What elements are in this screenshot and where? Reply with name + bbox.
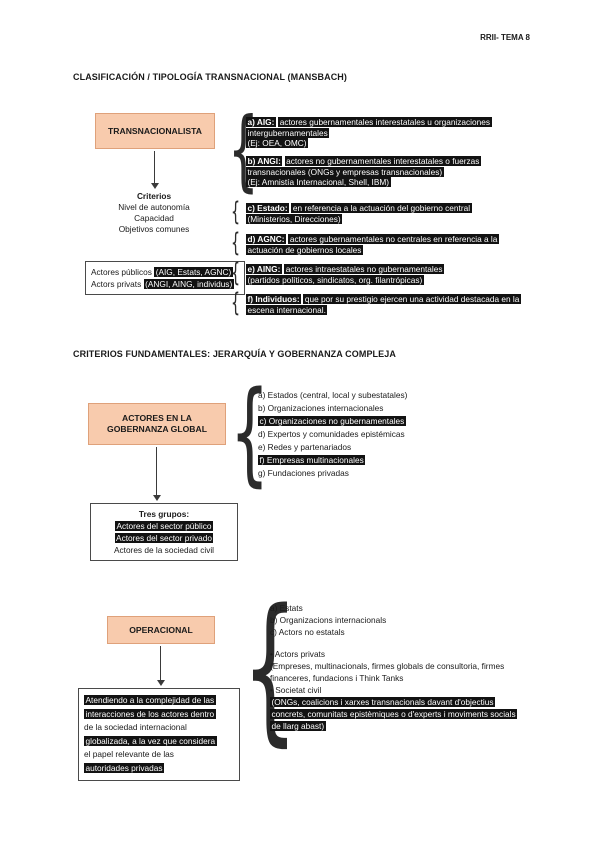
typology-item-b — [246, 156, 516, 188]
criteria-line: Capacidad — [134, 213, 174, 223]
typology-item-d — [246, 234, 518, 255]
list-item — [258, 467, 407, 480]
actors-line — [91, 278, 239, 290]
item-label: f) Individuos: — [247, 294, 300, 304]
list-item — [258, 415, 407, 428]
criteria-line: Nivel de autonomía — [118, 202, 190, 212]
item-text: actores gubernamentales no centrales en referencia a la actuación de gobiernos locales — [247, 234, 498, 255]
brace-icon — [231, 201, 240, 224]
spacer — [270, 638, 522, 648]
desc-text: Atendiendo a la complejidad de las — [85, 695, 215, 705]
operational-actors-list — [270, 602, 522, 732]
brace-icon — [231, 262, 240, 285]
item-note-row — [246, 177, 516, 188]
desc-text: el papel relevante de las — [84, 749, 174, 759]
list-item — [270, 626, 522, 638]
list-item — [258, 389, 407, 402]
criteria-block — [92, 191, 216, 235]
list-item — [270, 602, 522, 614]
item-text: a) Estados (central, local y subestatales) — [258, 390, 408, 400]
bullet-text-row — [270, 696, 522, 732]
criteria-line: Objetivos comunes — [118, 224, 190, 234]
list-item — [270, 614, 522, 626]
item-text: en referencia a la actuación del gobierno central (Ministerios, Direcciones) — [247, 203, 471, 224]
item-text: actores no gubernamentales interestatales o fuerzas transnacionales (ONGs y empresas transnacionales) — [247, 156, 480, 177]
typology-item-c — [246, 203, 506, 224]
item-text: f) Empresas multinacionales — [259, 455, 364, 465]
actors-line-tail: (AIG, Estats, AGNC) — [155, 267, 232, 277]
item-text: a) Estats — [270, 603, 303, 613]
item-label: b) ANGI: — [247, 156, 281, 166]
governance-actors-list — [258, 389, 407, 480]
actores-gobernanza-box-label: ACTORES EN LA GOBERNANZA GLOBAL — [107, 413, 207, 434]
actors-line-lead: Actores públicos — [91, 267, 152, 277]
brace-icon — [231, 292, 240, 315]
brace-icon — [231, 232, 240, 255]
list-item — [258, 428, 407, 441]
item-text: g) Fundaciones privadas — [258, 468, 349, 478]
operacional-box-label: OPERACIONAL — [129, 624, 193, 635]
down-arrow — [160, 646, 161, 680]
group-text: Actores del sector privado — [116, 533, 212, 543]
operacional-box — [107, 616, 215, 644]
item-text: actores intraestatales no gubernamentales (partidos políticos, sindicatos, org. filantrópicas) — [247, 264, 443, 285]
actors-summary-box — [85, 261, 245, 295]
typology-item-e — [246, 264, 464, 285]
section1-title: CLASIFICACIÓN / TIPOLOGÍA TRANSNACIONAL (MANSBACH) — [73, 72, 347, 82]
item-text: c) Organizaciones no gubernamentales — [259, 416, 405, 426]
item-text: actores gubernamentales interestatales u organizaciones intergubernamentales — [247, 117, 491, 138]
group-line — [93, 544, 235, 556]
transnacionalista-box-label: TRANSNACIONALISTA — [108, 125, 202, 136]
groups-title: Tres grupos: — [138, 509, 190, 519]
actors-line — [91, 266, 239, 278]
down-arrow — [154, 151, 155, 183]
bullet-title: • Societat civil — [270, 685, 322, 695]
item-label: d) AGNC: — [247, 234, 285, 244]
list-item — [258, 441, 407, 454]
actors-line-tail: (ANGI, AING, individus) — [145, 279, 233, 289]
transnacionalista-box — [95, 113, 215, 149]
group-text: Actores de la sociedad civil — [113, 545, 215, 555]
desc-text: autoridades privadas — [85, 762, 163, 773]
item-label: e) AING: — [247, 264, 281, 274]
item-text: d) Expertos y comunidades epistémicas — [258, 429, 405, 439]
item-note-row — [246, 138, 516, 149]
item-text: que por su prestigio ejercen una actividad destacada en la escena internacional. — [247, 294, 520, 315]
item-note: (Ej: OEA, OMC) — [247, 138, 307, 148]
typology-item-f — [246, 294, 528, 315]
desc-line — [84, 762, 234, 776]
group-text: Actores del sector público — [116, 521, 212, 531]
actores-gobernanza-box — [88, 403, 226, 445]
section2-title: CRITERIOS FUNDAMENTALES: JERARQUÍA Y GOBERNANZA COMPLEJA — [73, 349, 396, 359]
down-arrow — [156, 447, 157, 495]
item-label: c) Estado: — [247, 203, 288, 213]
group-line — [93, 532, 235, 544]
desc-text: interacciones de los actores dentro — [85, 708, 215, 719]
list-item — [258, 402, 407, 415]
desc-line — [84, 748, 234, 762]
group-line — [93, 520, 235, 532]
typology-item-a — [246, 117, 516, 149]
item-text: b) Organizacions internacionals — [270, 615, 387, 625]
criteria-title: Criterios — [136, 191, 172, 201]
desc-line — [84, 694, 234, 708]
item-note: (Ej: Amnistía Internacional, Shell, IBM) — [247, 177, 390, 187]
desc-text: de la sociedad internacional — [84, 722, 187, 732]
item-text: b) Organizaciones internacionales — [258, 403, 384, 413]
item-text: e) Redes y partenariados — [258, 442, 352, 452]
tres-grupos-box — [90, 503, 238, 561]
bullet-title: • Actors privats — [270, 649, 326, 659]
desc-line — [84, 708, 234, 722]
desc-line — [84, 721, 234, 735]
bullet-text: (Empreses, multinacionals, firmes globals de consultoria, firmes financeres, fundacions i Think Tanks — [270, 661, 505, 683]
desc-line — [84, 735, 234, 749]
desc-text: globalizada, a la vez que considera — [85, 735, 216, 746]
list-item — [258, 454, 407, 467]
item-label: a) AIG: — [247, 117, 275, 127]
page-header-label: RRII- TEMA 8 — [480, 33, 530, 42]
operational-description-box — [78, 688, 240, 781]
bullet-text: (ONGs, coalicions i xarxes transnacionals davant d'objectius concrets, comunitats epistèmiques o d'experts i moviments socials de llarg abast) — [271, 697, 516, 731]
actors-line-lead: Actors privats — [91, 279, 142, 289]
item-text: c) Actors no estatals — [270, 627, 345, 637]
